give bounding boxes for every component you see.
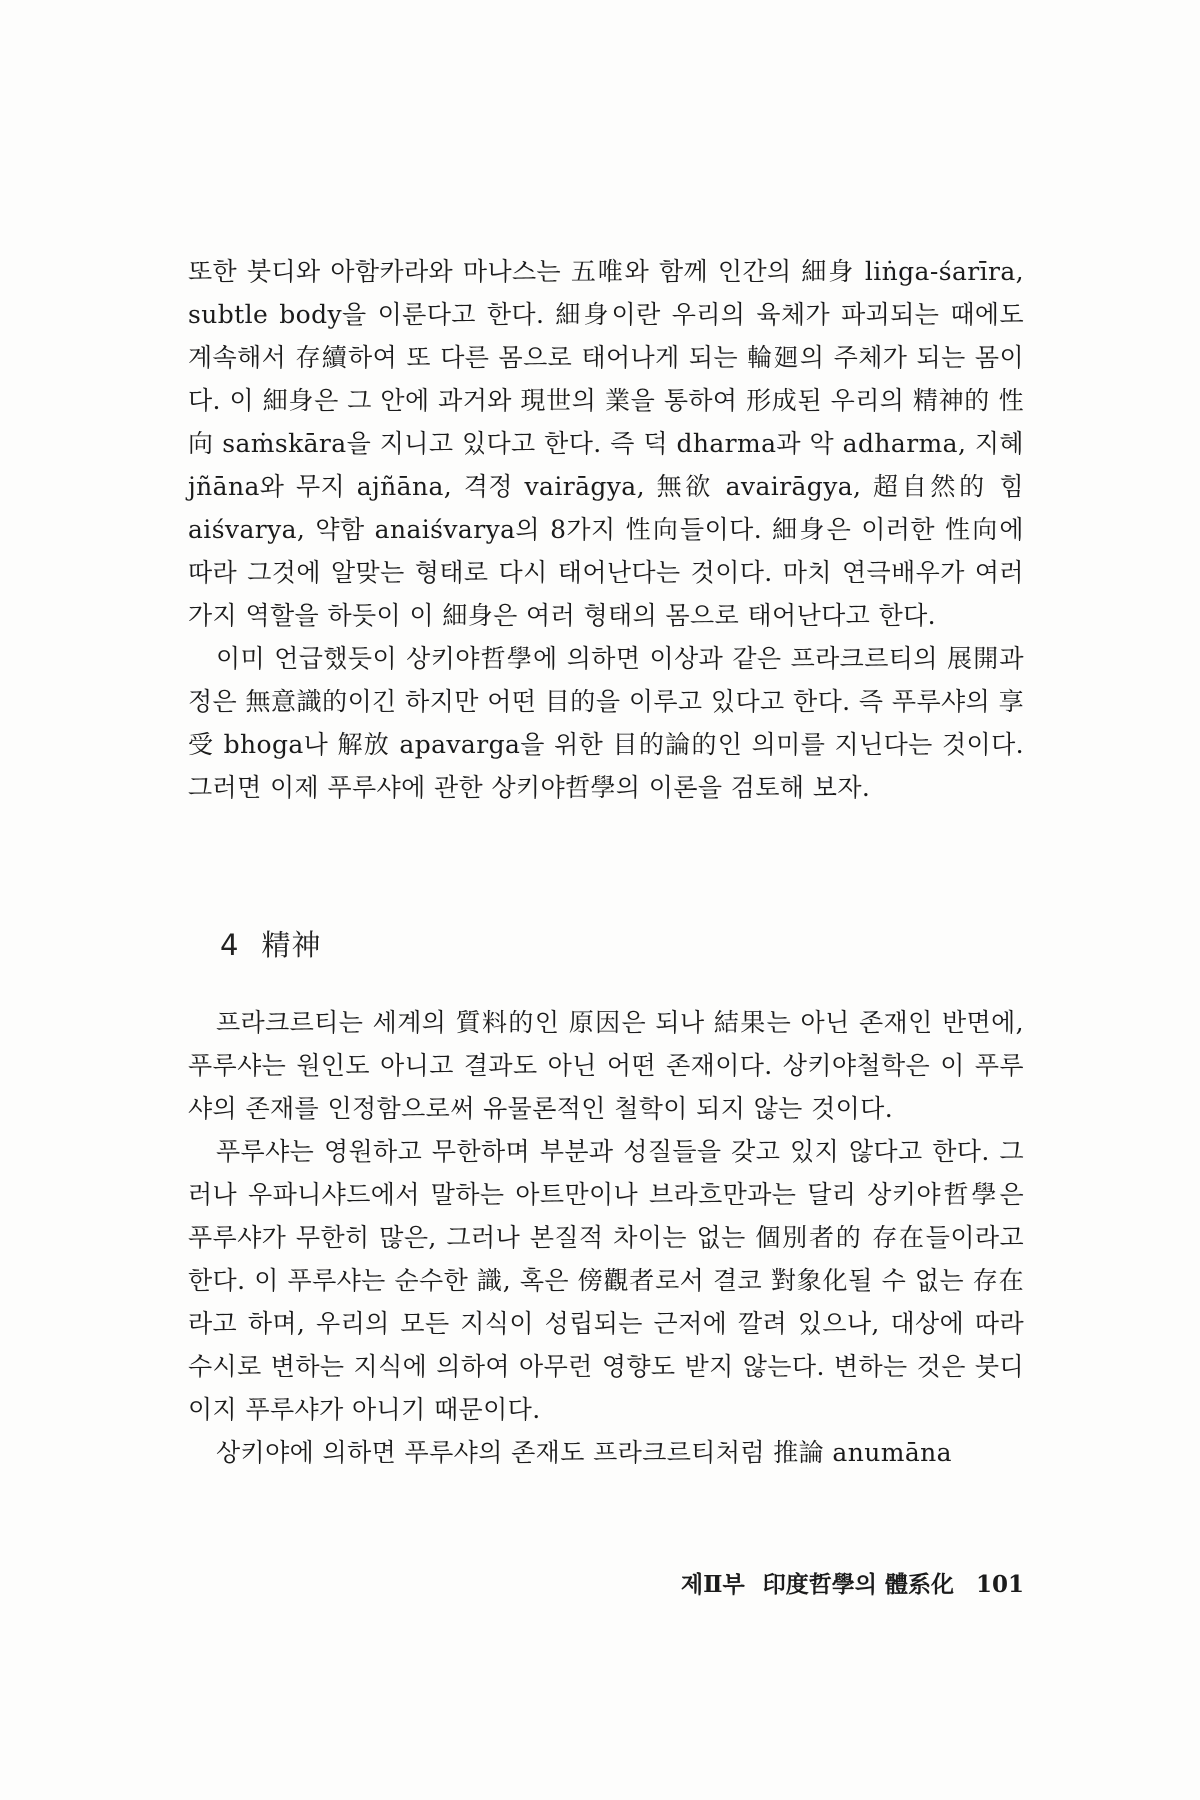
running-footer [620, 1568, 1024, 1602]
paragraph: 프라크르티는 세계의 質料的인 原因은 되나 結果는 아닌 존재인 반면에, 푸루샤는 원인도 아니고 결과도 아닌 어떤 존재이다. 상키야철학은 이 푸루샤의 존재를 인정함으로써 유물론적인 철학이 되지 않는 것이다. [188, 1008, 1024, 1123]
paragraph: 상키야에 의하면 푸루샤의 존재도 프라크르티처럼 推論 anumāna [216, 1438, 952, 1467]
text-block-lower [188, 1001, 1024, 1474]
paragraph: 또한 붓디와 아함카라와 마나스는 五唯와 함께 인간의 細身 liṅga-śarīra, subtle body을 이룬다고 한다. 細身이란 우리의 육체가 파괴되는 때에도 계속해서 存續하여 또 다른 몸으로 태어나게 되는 輪廻의 주체가 되는 몸이다. 이 細身은 그 안에 과거와 現世의 業을 통하여 形成된 우리의 精神的 性向 saṁskāra을 지니고 있다고 한다. 즉 덕 dharma과 악 adharma, 지혜 jñāna와 무지 ajñāna, 격정 vairāgya, 無欲 avairāgya, 超自然的 힘 aiśvarya, 약함 anaiśvarya의 8가지 性向들이다. 細身은 이러한 性向에 따라 그것에 알맞는 형태로 다시 태어난다는 것이다. 마치 연극배우가 여러가지 역할을 하듯이 이 細身은 여러 형태의 몸으로 태어난다고 한다. [188, 257, 1024, 630]
footer-part: 제Ⅱ부 [680, 1571, 745, 1598]
section-number: 4 [220, 928, 240, 962]
paragraph: 푸루샤는 영원하고 무한하며 부분과 성질들을 갖고 있지 않다고 한다. 그러나 우파니샤드에서 말하는 아트만이나 브라흐만과는 달리 상키야哲學은 푸루샤가 무한히 많은, 그러나 본질적 차이는 없는 個別者的 存在들이라고 한다. 이 푸루샤는 순수한 識, 혹은 傍觀者로서 결코 對象化될 수 없는 存在라고 하며, 우리의 모든 지식이 성립되는 근저에 깔려 있으나, 대상에 따라 수시로 변하는 지식에 의하여 아무런 영향도 받지 않는다. 변하는 것은 붓디이지 푸루샤가 아니기 때문이다. [188, 1137, 1024, 1424]
section-title: 精神 [261, 928, 322, 962]
page-number: 101 [975, 1571, 1024, 1598]
text-block-upper [188, 250, 1024, 809]
footer-title: 印度哲學의 體系化 [762, 1571, 954, 1598]
section-heading [220, 925, 321, 965]
paragraph: 이미 언급했듯이 상키야哲學에 의하면 이상과 같은 프라크르티의 展開과정은 無意識的이긴 하지만 어떤 目的을 이루고 있다고 한다. 즉 푸루샤의 享受 bhoga나 解放 apavarga을 위한 目的論的인 의미를 지닌다는 것이다. 그러면 이제 푸루샤에 관한 상키야哲學의 이론을 검토해 보자. [188, 644, 1024, 802]
